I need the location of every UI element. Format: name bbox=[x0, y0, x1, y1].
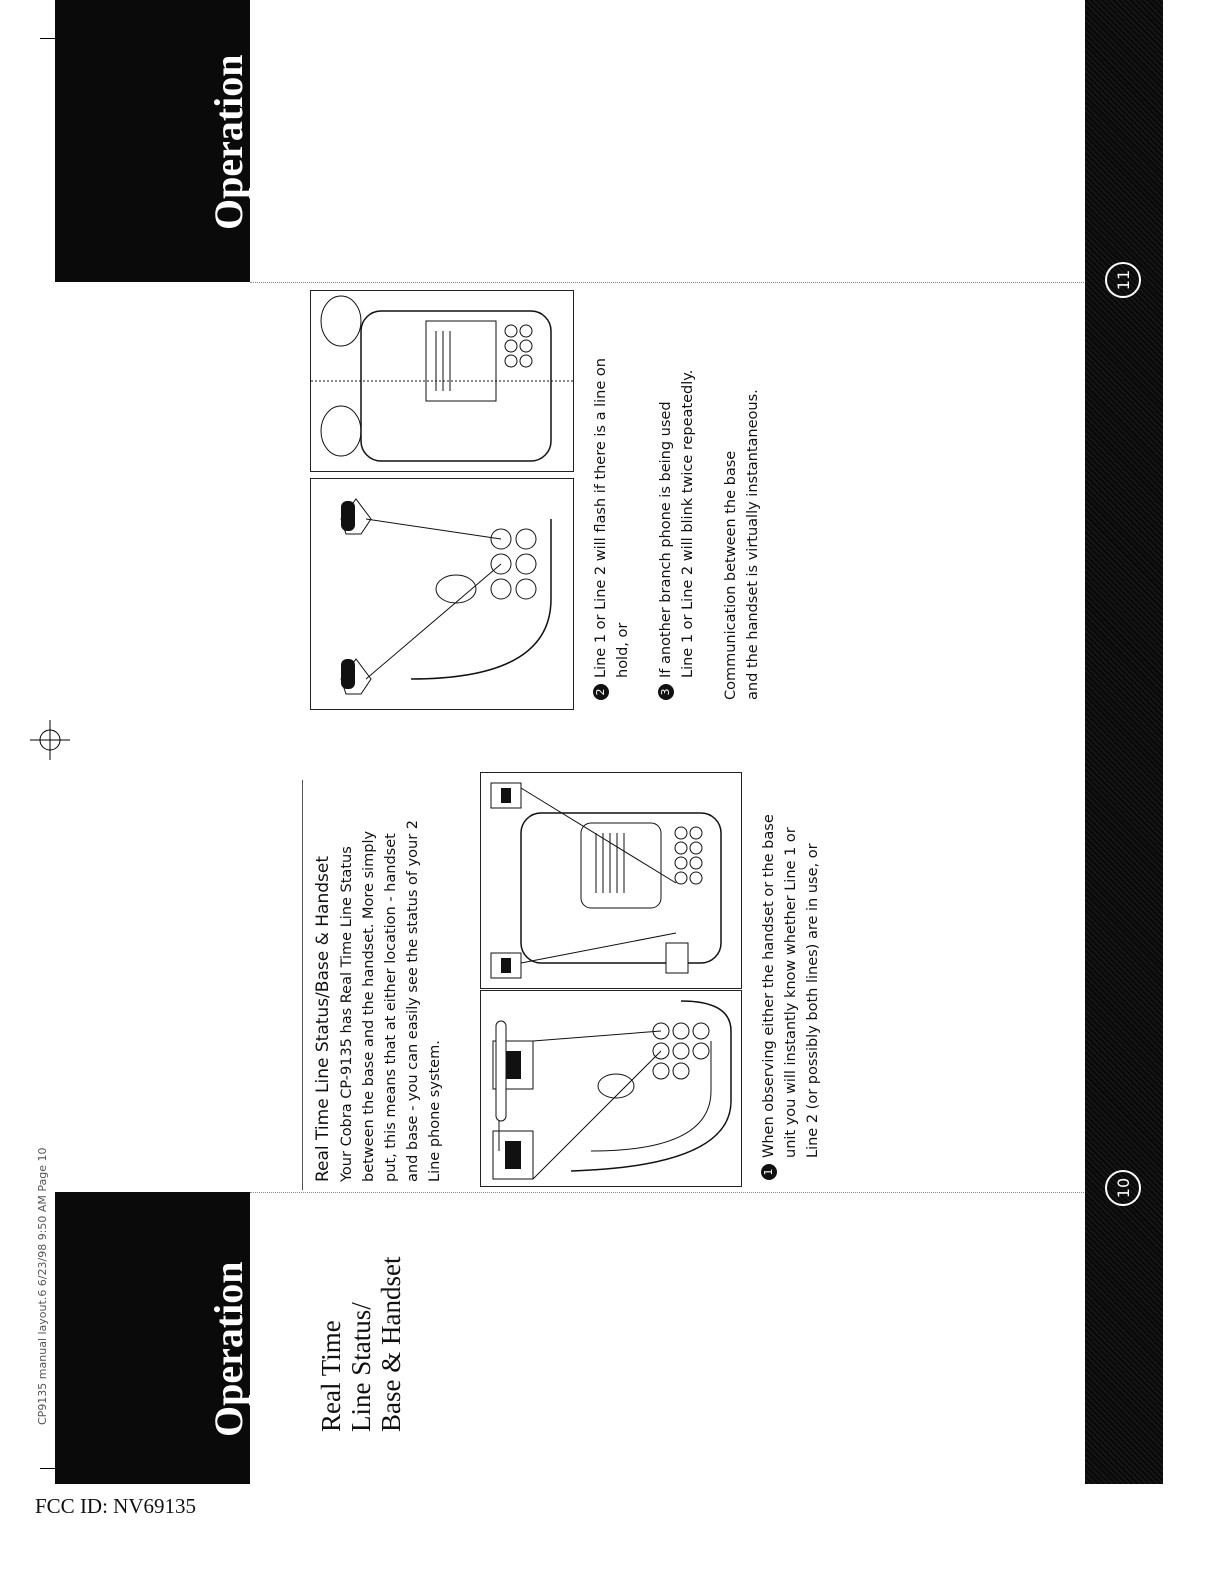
paragraph-line: Line phone system. bbox=[427, 1040, 443, 1182]
header-title-left: Operation bbox=[206, 1261, 251, 1437]
header-bar-right bbox=[55, 0, 250, 282]
step-line: Line 2 (or possibly both lines) are in use, or bbox=[805, 843, 821, 1158]
step-number: 1 bbox=[761, 1164, 777, 1180]
header-title-right: Operation bbox=[206, 54, 251, 230]
figure-base-right bbox=[310, 290, 574, 472]
section-title-line: Base & Handset bbox=[376, 1256, 406, 1432]
step-3 bbox=[655, 370, 699, 700]
page-number-left: 10 bbox=[1105, 1170, 1141, 1206]
step-1 bbox=[758, 814, 824, 1180]
closing-line: Communication between the base bbox=[723, 450, 739, 700]
step-line: If another branch phone is being used bbox=[658, 401, 674, 678]
figure-handset-left bbox=[480, 990, 742, 1187]
slug-line: CP9135 manual layout.6 6/23/98 9:50 AM Page 10 bbox=[36, 1147, 49, 1425]
closing-line: and the handset is virtually instantaneous. bbox=[745, 389, 761, 700]
registration-mark bbox=[30, 720, 70, 760]
intro-rule bbox=[302, 780, 303, 1190]
separator-left bbox=[250, 1192, 1100, 1193]
page-number-right: 11 bbox=[1105, 262, 1141, 298]
section-title-line: Line Status/ bbox=[346, 1302, 376, 1432]
step-number: 3 bbox=[658, 684, 674, 700]
intro-block bbox=[310, 820, 446, 1182]
step-line: unit you will instantly know whether Line 1 or bbox=[783, 827, 799, 1158]
header-bar-left bbox=[55, 1192, 250, 1484]
section-title bbox=[316, 1257, 406, 1432]
step-line: When observing either the handset or the base bbox=[761, 814, 777, 1158]
paragraph-line: between the base and the handset. More simply bbox=[361, 830, 377, 1182]
section-title-line: Real Time bbox=[316, 1320, 346, 1432]
step-line: hold, or bbox=[615, 622, 631, 678]
figure-base-left bbox=[480, 772, 742, 989]
intro-heading: Real Time Line Status/Base & Handset bbox=[313, 856, 333, 1182]
fcc-id: FCC ID: NV69135 bbox=[35, 1494, 197, 1518]
paragraph-line: Your Cobra CP-9135 has Real Time Line Status bbox=[339, 846, 355, 1182]
step-2 bbox=[590, 358, 634, 700]
paragraph-line: put, this means that at either location - handset bbox=[383, 833, 399, 1182]
separator-right bbox=[250, 282, 1100, 283]
page-edge-bar bbox=[1085, 0, 1163, 1484]
step-line: Line 1 or Line 2 will flash if there is a line on bbox=[593, 358, 609, 678]
step-line: Line 1 or Line 2 will blink twice repeatedly. bbox=[680, 369, 696, 678]
step-number: 2 bbox=[593, 684, 609, 700]
paragraph-line: and base - you can easily see the status of your 2 bbox=[405, 819, 421, 1182]
closing-text bbox=[720, 389, 764, 700]
figure-handset-right bbox=[310, 478, 574, 710]
intro-paragraph bbox=[336, 820, 446, 1182]
